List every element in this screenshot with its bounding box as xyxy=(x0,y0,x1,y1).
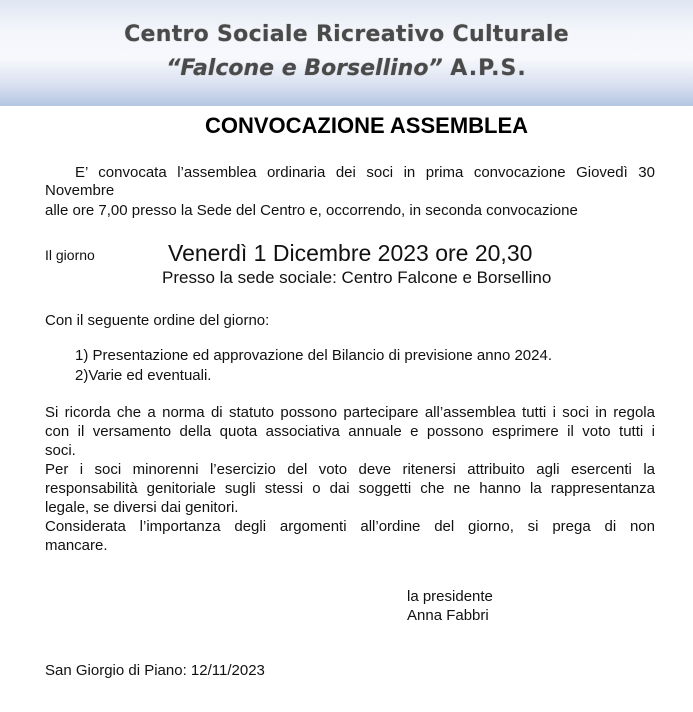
organization-subtitle xyxy=(0,56,693,81)
intro-line-2: Novembre xyxy=(45,182,115,199)
members-line: Si ricorda che a norma di statuto possono partecipare all’assemblea tutti i soci in regola xyxy=(45,404,655,421)
organization-type: A.P.S. xyxy=(450,56,527,81)
agenda-item: 2)Varie ed eventuali. xyxy=(75,367,212,384)
minors-line: responsabilità genitoriale sugli stessi o dai soggetti che ne hanno la rappresentanza xyxy=(45,480,655,497)
minors-line: legale, se diversi dai genitori. xyxy=(45,499,239,516)
members-line: con il versamento della quota associativa annuale e possono esprimere il voto tutti i xyxy=(45,423,655,440)
signature-name: Anna Fabbri xyxy=(407,607,489,624)
closing-line: Considerata l’importanza degli argomenti all’ordine del giorno, si prega di non xyxy=(45,518,655,535)
signature-role: la presidente xyxy=(407,588,493,605)
organization-name: Centro Sociale Ricreativo Culturale xyxy=(124,22,569,47)
letterhead-banner xyxy=(0,0,693,106)
minors-paragraph xyxy=(45,461,655,518)
closing-line: mancare. xyxy=(45,537,108,554)
second-call-place: Presso la sede sociale: Centro Falcone e Borsellino xyxy=(162,268,552,287)
agenda-intro: Con il seguente ordine del giorno: xyxy=(45,312,270,329)
intro-line-3: alle ore 7,00 presso la Sede del Centro e, occorrendo, in seconda convocazione xyxy=(45,202,578,219)
organization-dedication: “Falcone e Borsellino” xyxy=(166,56,443,81)
second-call-date: Venerdì 1 Dicembre 2023 ore 20,30 xyxy=(168,240,533,266)
intro-line-1: E’ convocata l’assemblea ordinaria dei soci in prima convocazione Giovedì 30 xyxy=(75,164,655,181)
document-title: CONVOCAZIONE ASSEMBLEA xyxy=(204,113,529,138)
members-line: soci. xyxy=(45,442,76,459)
minors-line: Per i soci minorenni l’esercizio del voto deve ritenersi attribuito agli esercenti la xyxy=(45,461,655,478)
closing-paragraph xyxy=(45,518,655,556)
second-call-label: Il giorno xyxy=(45,247,95,263)
members-paragraph xyxy=(45,404,655,461)
agenda-item: 1) Presentazione ed approvazione del Bilancio di previsione anno 2024. xyxy=(75,347,552,364)
place-and-date: San Giorgio di Piano: 12/11/2023 xyxy=(45,662,265,679)
